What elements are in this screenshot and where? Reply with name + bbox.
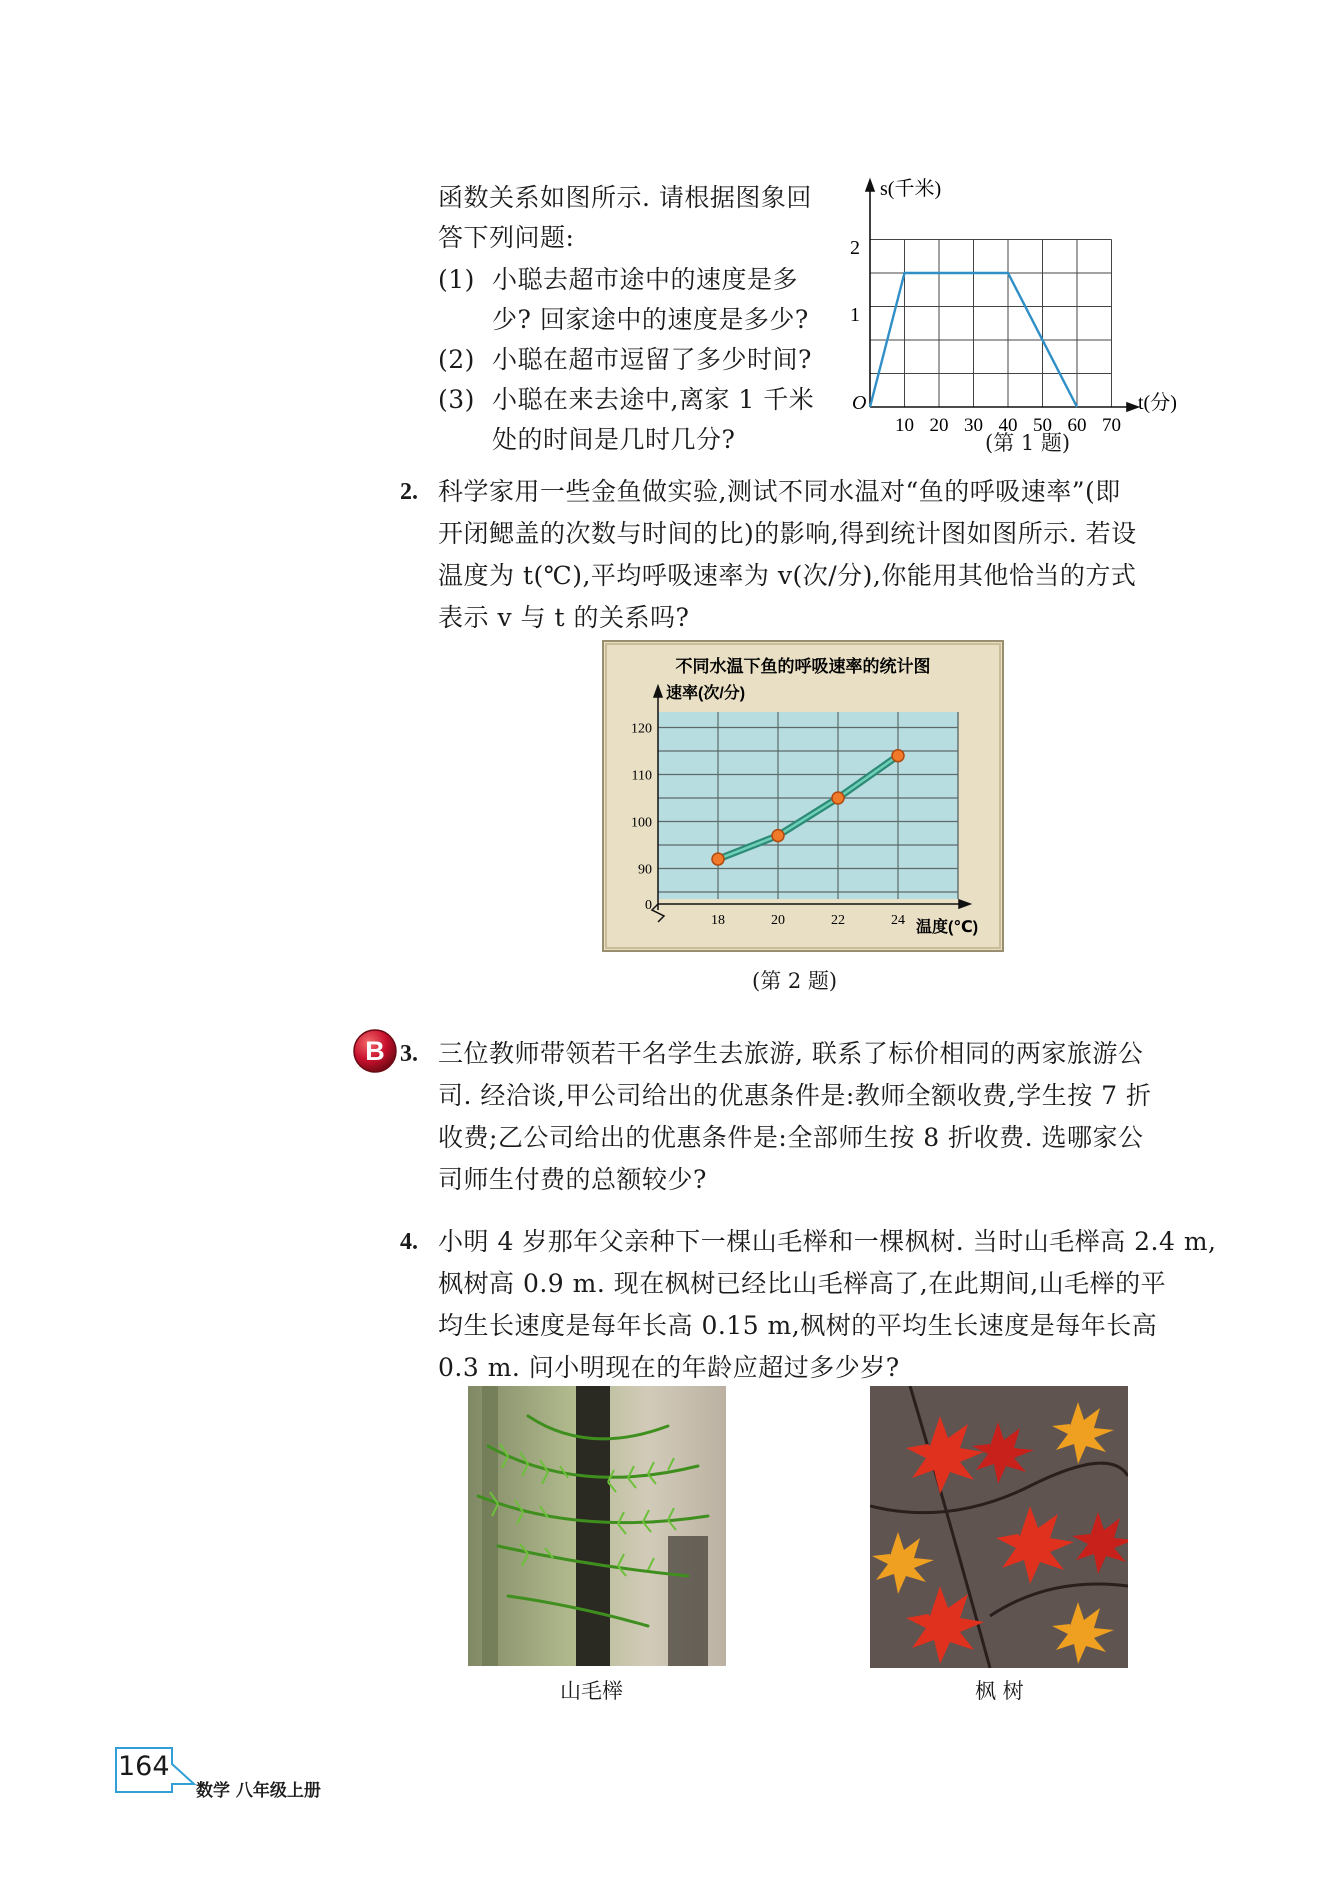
q1-graph-axes (866, 180, 1138, 411)
q2-chart-ytick: 120 (631, 721, 652, 737)
q1-line-2: 答下列问题: (438, 223, 575, 252)
q2-chart-xlabel: 温度(℃) (916, 919, 979, 936)
q1-sub3-line-2: 处的时间是几时几分? (492, 425, 736, 454)
beech-caption: 山毛榉 (560, 1679, 623, 1703)
q2-caption: (第 2 题) (752, 969, 838, 993)
section-b-badge-letter: B (365, 1036, 385, 1066)
q1-sub1-line-1: 小聪去超市途中的速度是多 (492, 265, 799, 294)
q1-graph-ylabel: s(千米) (880, 178, 942, 200)
q1-sub2-line-1: 小聪在超市逗留了多少时间? (492, 345, 812, 374)
q2-chart-plot (658, 712, 958, 899)
q2-chart-xtick: 20 (771, 913, 785, 928)
q3-line-3: 收费;乙公司给出的优惠条件是:全部师生按 8 折收费. 选哪家公 (438, 1123, 1144, 1152)
maple-photo (870, 1386, 1128, 1668)
q2-chart-ytick: 90 (638, 862, 652, 878)
q2-line-2: 开闭鳃盖的次数与时间的比)的影响,得到统计图如图所示. 若设 (438, 519, 1137, 548)
q2-chart-ylabel: 速率(次/分) (666, 685, 746, 702)
q1-graph-xtick: 10 (895, 415, 914, 436)
q2-line-1: 科学家用一些金鱼做实验,测试不同水温对“鱼的呼吸速率”(即 (438, 477, 1121, 506)
q1-sub1-marker: (1) (438, 265, 475, 294)
q2-chart-point (772, 830, 784, 842)
q1-graph-ytick-2: 2 (850, 237, 860, 259)
q1-graph-origin: O (852, 392, 867, 414)
q1-sub3-line-1: 小聪在来去途中,离家 1 千米 (492, 385, 815, 414)
q1-sub3-marker: (3) (438, 385, 475, 414)
q2-chart-point (892, 750, 904, 762)
q4-line-4: 0.3 m. 问小明现在的年龄应超过多少岁? (438, 1353, 900, 1382)
q2-chart-point (712, 853, 724, 865)
q2-chart-xtick: 22 (831, 913, 845, 928)
q2-chart-ytick: 110 (631, 768, 652, 784)
q2-chart-xtick: 18 (711, 913, 725, 928)
q1-graph-grid (870, 240, 1112, 408)
q2-chart-ytick: 0 (645, 898, 652, 913)
q1-sub2-marker: (2) (438, 345, 475, 374)
q4-line-1: 小明 4 岁那年父亲种下一棵山毛榉和一棵枫树. 当时山毛榉高 2.4 m, (438, 1227, 1217, 1256)
q3-number: 3. (400, 1041, 418, 1067)
q1-sub1-line-2: 少? 回家途中的速度是多少? (492, 305, 809, 334)
q1-graph-xtick: 40 (998, 415, 1018, 436)
q4-line-2: 枫树高 0.9 m. 现在枫树已经比山毛榉高了,在此期间,山毛榉的平 (438, 1269, 1167, 1298)
q4-number: 4. (400, 1229, 418, 1255)
page-number: 164 (118, 1751, 170, 1782)
q2-chart (602, 640, 1004, 952)
q2-line-4: 表示 v 与 t 的关系吗? (438, 603, 690, 632)
q2-number: 2. (400, 479, 418, 505)
q3-line-2: 司. 经洽谈,甲公司给出的优惠条件是:教师全额收费,学生按 7 折 (438, 1081, 1152, 1110)
maple-caption: 枫 树 (975, 1679, 1024, 1703)
section-b-badge (352, 1028, 398, 1074)
q2-chart-ytick: 100 (631, 815, 652, 831)
q1-graph-xlabel: t(分) (1138, 392, 1177, 414)
q2-chart-title: 不同水温下鱼的呼吸速率的统计图 (675, 657, 931, 676)
q2-chart-xtick: 24 (891, 913, 905, 928)
q1-graph-caption: (第 1 题) (985, 431, 1071, 455)
q3-line-4: 司师生付费的总额较少? (438, 1165, 707, 1194)
q1-graph-xtick: 30 (964, 415, 983, 436)
q1-graph-xtick: 50 (1033, 415, 1052, 436)
beech-photo (468, 1386, 726, 1666)
q4-line-3: 均生长速度是每年长高 0.15 m,枫树的平均生长速度是每年长高 (438, 1311, 1158, 1340)
q1-graph-xtick: 70 (1102, 415, 1121, 436)
q1-graph-xtick: 60 (1067, 415, 1087, 436)
q1-line-1: 函数关系如图所示. 请根据图象回 (438, 183, 812, 212)
q2-chart-point (832, 792, 844, 804)
q3-line-1: 三位教师带领若干名学生去旅游, 联系了标价相同的两家旅游公 (438, 1039, 1144, 1068)
q1-graph (840, 175, 1210, 465)
q2-line-3: 温度为 t(℃),平均呼吸速率为 v(次/分),你能用其他恰当的方式 (438, 561, 1137, 590)
q1-graph-xtick: 20 (929, 415, 949, 436)
book-title: 数学 八年级上册 (196, 1781, 321, 1801)
q1-graph-ytick-1: 1 (850, 304, 860, 326)
